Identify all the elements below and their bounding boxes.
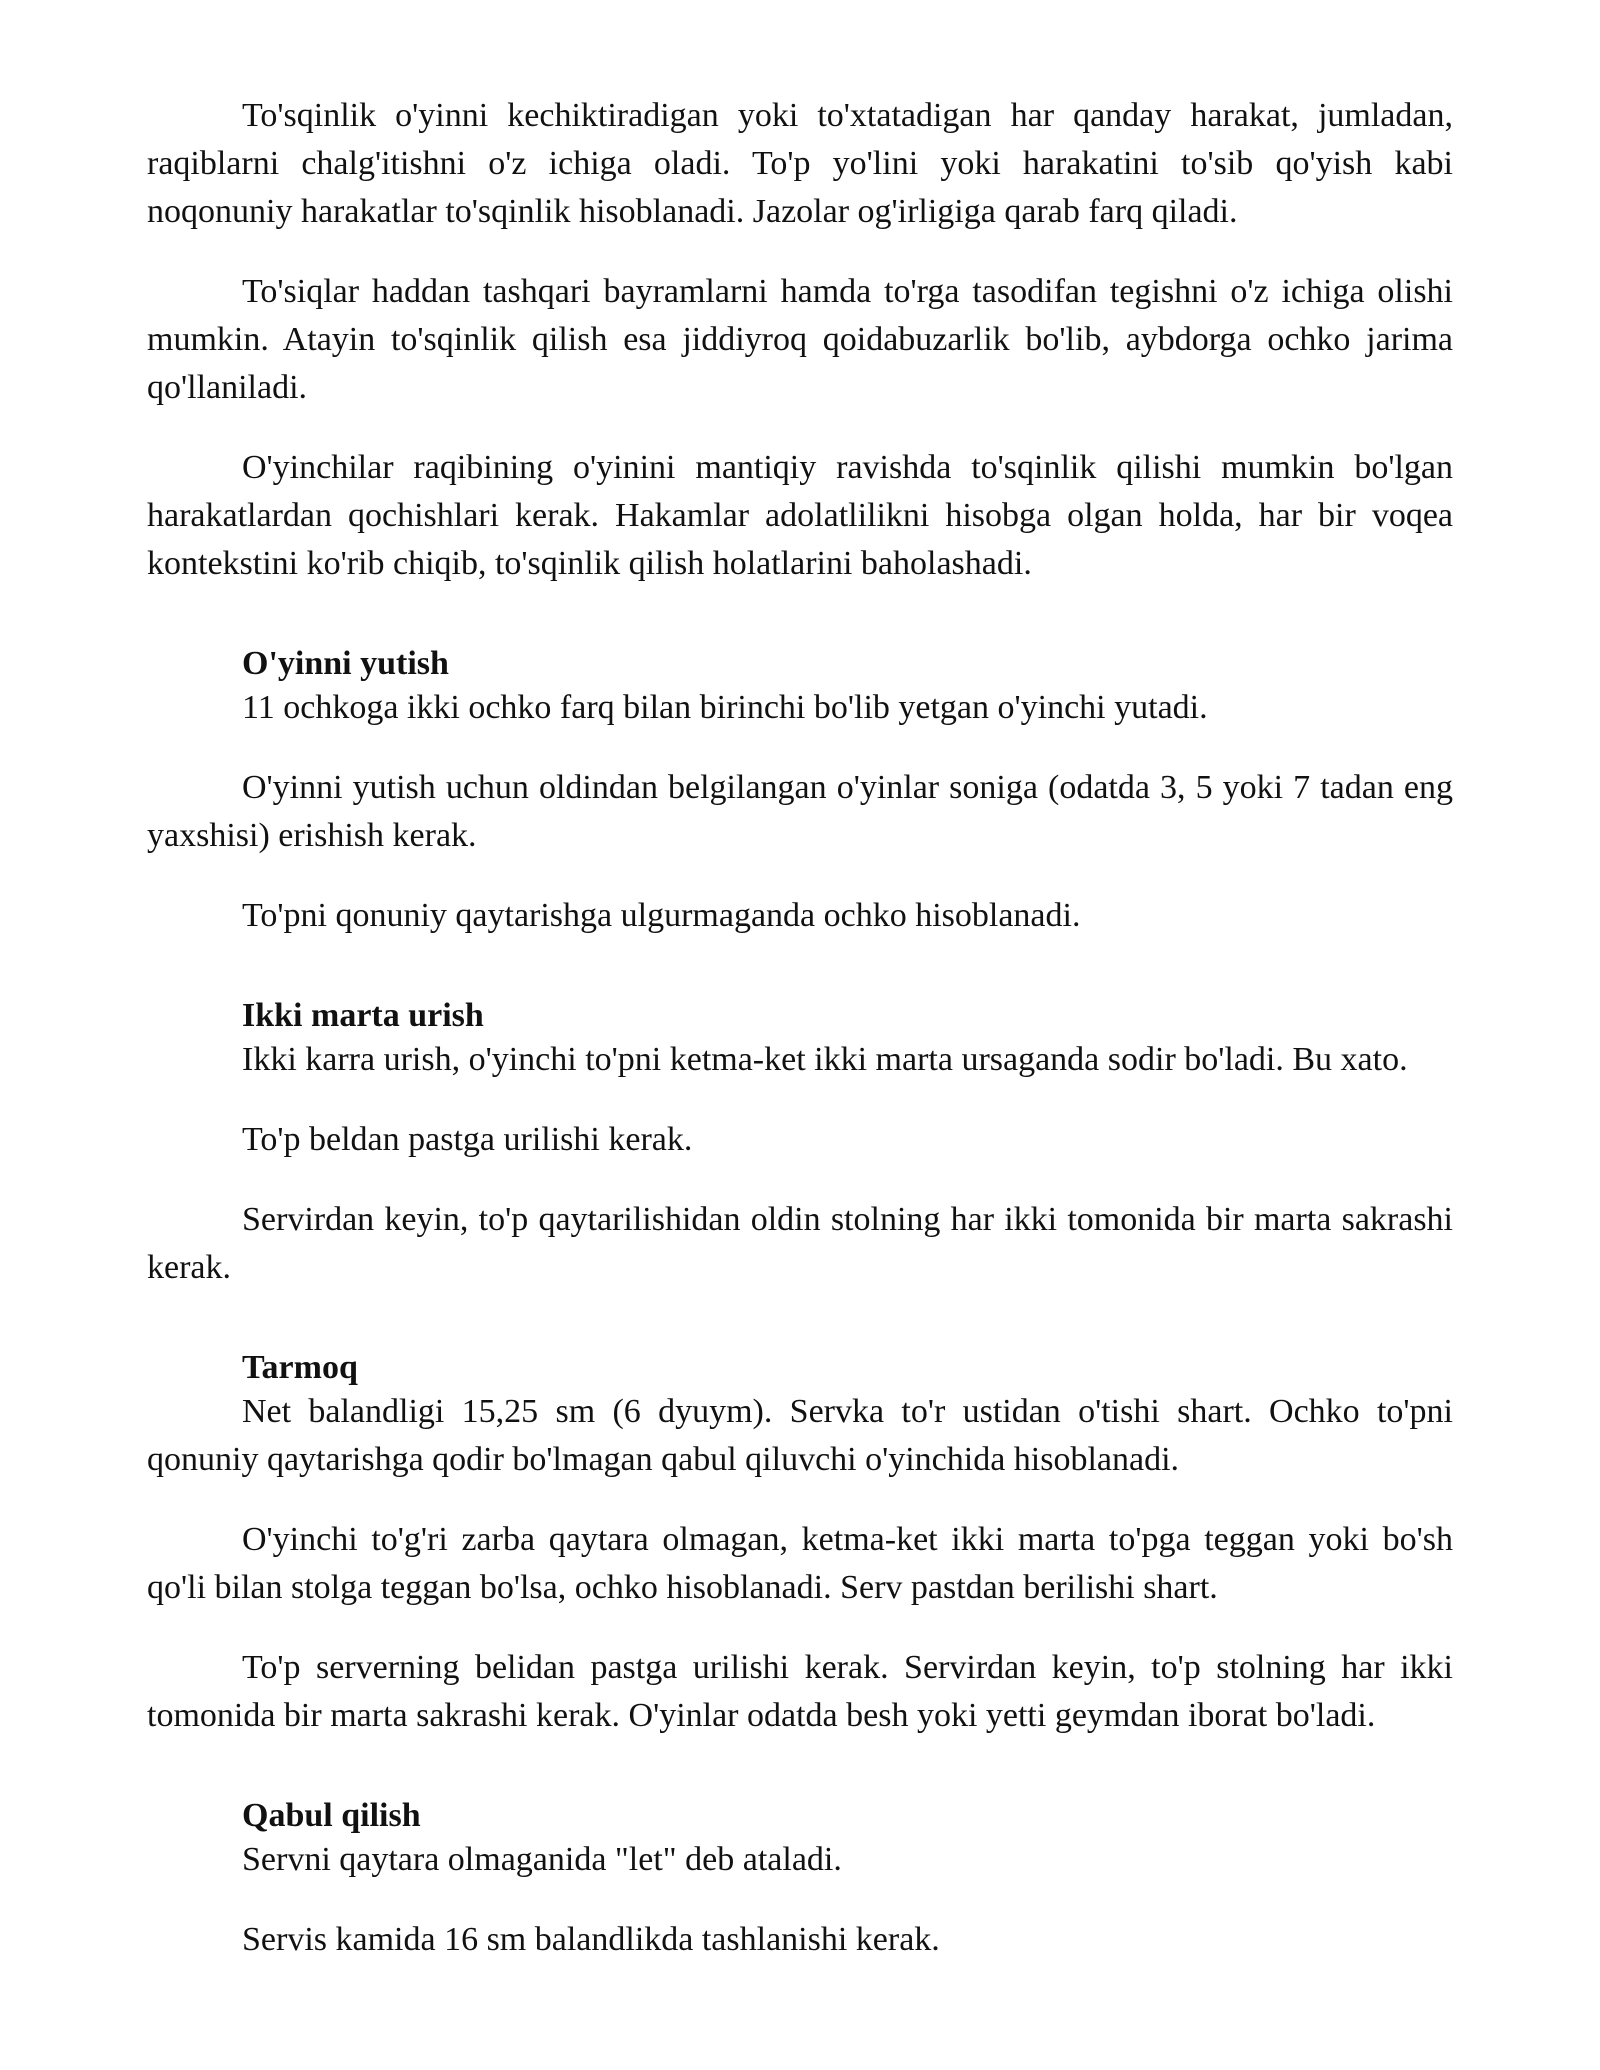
document-page	[147, 92, 1453, 1996]
paragraph: Servis kamida 16 sm balandlikda tashlanishi kerak.	[242, 1921, 940, 1958]
section-heading-double-hit: Ikki marta urish	[242, 997, 484, 1034]
paragraph: To'p serverning belidan pastga urilishi kerak. Servirdan keyin, to'p stolning har ikki tomonida bir marta sakrashi kerak. O'yinlar odatda besh yoki yetti geymdan iborat bo'ladi.	[147, 1649, 1453, 1734]
section-heading-receiving: Qabul qilish	[242, 1797, 421, 1834]
paragraph: O'yinni yutish uchun oldindan belgilangan o'yinlar soniga (odatda 3, 5 yoki 7 tadan eng yaxshisi) erishish kerak.	[147, 769, 1453, 854]
paragraph: 11 ochkoga ikki ochko farq bilan birinchi bo'lib yetgan o'yinchi yutadi.	[242, 689, 1208, 726]
paragraph: Net balandligi 15,25 sm (6 dyuym). Servka to'r ustidan o'tishi shart. Ochko to'pni qonuniy qaytarishga qodir bo'lmagan qabul qiluvchi o'yinchida hisoblanadi.	[147, 1393, 1453, 1478]
paragraph: Servirdan keyin, to'p qaytarilishidan oldin stolning har ikki tomonida bir marta sakrashi kerak.	[147, 1201, 1453, 1286]
paragraph: To'p beldan pastga urilishi kerak.	[242, 1121, 693, 1158]
paragraph: To'pni qonuniy qaytarishga ulgurmaganda ochko hisoblanadi.	[242, 897, 1081, 934]
paragraph: To'siqlar haddan tashqari bayramlarni hamda to'rga tasodifan tegishni o'z ichiga olishi mumkin. Atayin to'sqinlik qilish esa jiddiyroq qoidabuzarlik bo'lib, aybdorga ochko jarima qo'llaniladi.	[147, 273, 1453, 406]
paragraph: Servni qaytara olmaganida "let" deb ataladi.	[242, 1841, 842, 1878]
section-heading-winning: O'yinni yutish	[242, 645, 449, 682]
paragraph: O'yinchi to'g'ri zarba qaytara olmagan, ketma-ket ikki marta to'pga teggan yoki bo'sh qo'li bilan stolga teggan bo'lsa, ochko hisoblanadi. Serv pastdan berilishi shart.	[147, 1521, 1453, 1606]
paragraph: Ikki karra urish, o'yinchi to'pni ketma-ket ikki marta ursaganda sodir bo'ladi. Bu xato.	[242, 1041, 1408, 1078]
paragraph: To'sqinlik o'yinni kechiktiradigan yoki to'xtatadigan har qanday harakat, jumladan, raqiblarni chalg'itishni o'z ichiga oladi. To'p yo'lini yoki harakatini to'sib qo'yish kabi noqonuniy harakatlar to'sqinlik hisoblanadi. Jazolar og'irligiga qarab farq qiladi.	[147, 97, 1453, 230]
paragraph: O'yinchilar raqibining o'yinini mantiqiy ravishda to'sqinlik qilishi mumkin bo'lgan harakatlardan qochishlari kerak. Hakamlar adolatlilikni hisobga olgan holda, har bir voqea kontekstini ko'rib chiqib, to'sqinlik qilish holatlarini baholashadi.	[147, 449, 1453, 582]
section-heading-net: Tarmoq	[242, 1349, 358, 1386]
